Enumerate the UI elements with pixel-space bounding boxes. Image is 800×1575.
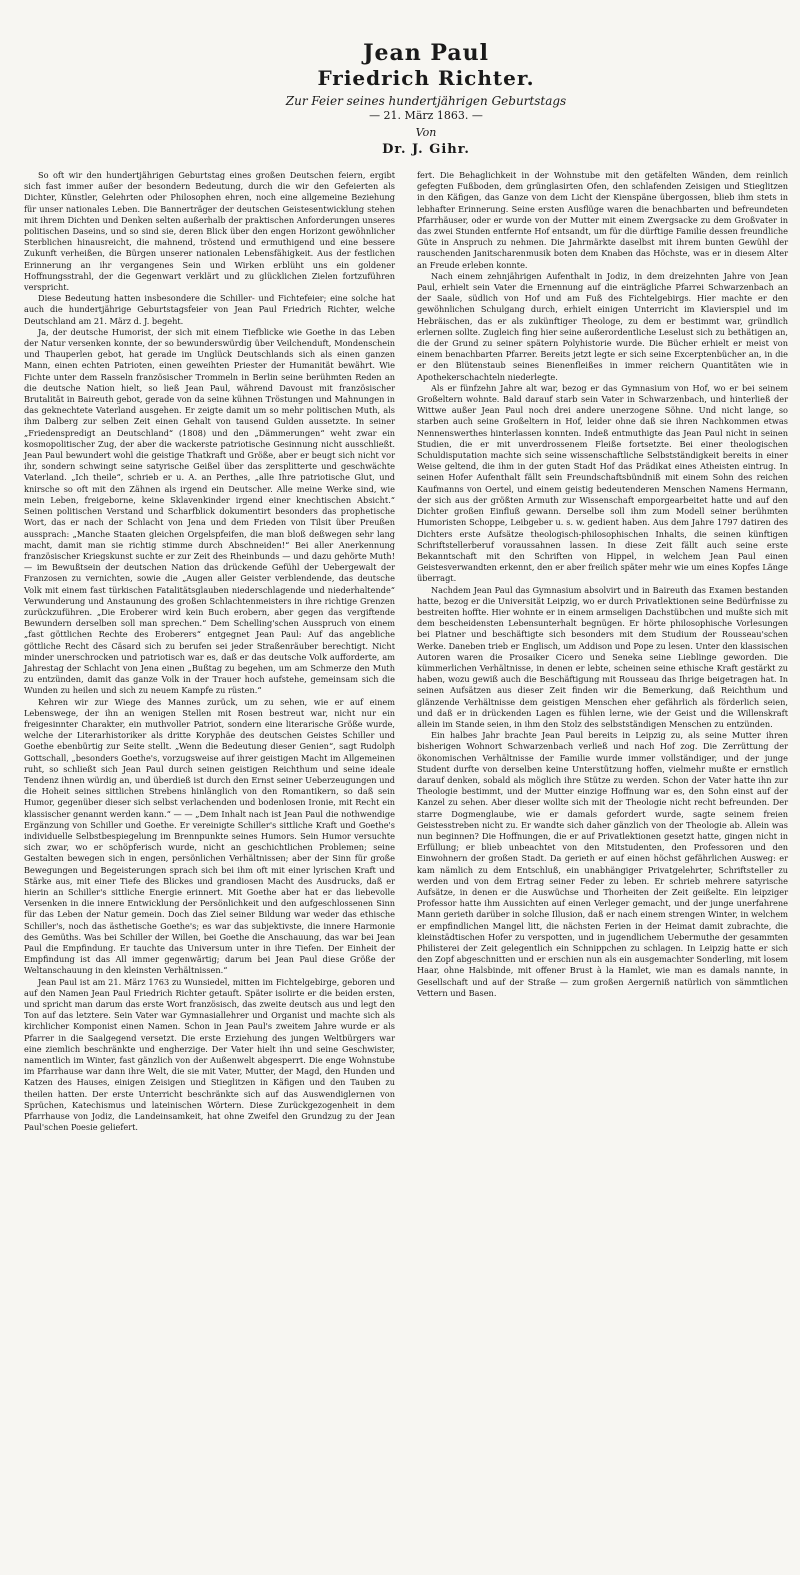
paragraph: Ein halbes Jahr brachte Jean Paul bereits in Leipzig zu, als seine Mutter ihren bisherigen Wohnort Schwarzenbach verließ und nach Hof zog. Die Zerrüttung der ökonomischen Verhältnisse der Familie wurde immer vollständiger, und der junge Student durfte von derselben keine Unterstützung hoffen, vielmehr mußte er ernstlich darauf denken, sobald als möglich ihre Stütze zu werden. Schon der Vater hatte ihn zur Theologie bestimmt, und der Mutter einzige Hoffnung war es, den Sohn einst auf der Kanzel zu sehen. Aber dieser wollte sich mit der Theologie nicht recht befreunden. Der starre Dogmenglaube, wie er damals gefordert wurde, sagte seinem freien Geistesstreben nicht zu. Er wandte sich daher gänzlich von der Theologie ab. Allein was nun beginnen? Die Hoffnungen, die er auf Privatlektionen gesetzt hatte, gingen nicht in Erfüllung; er blieb unbeachtet von den Mitstudenten, den Professoren und den Einwohnern der großen Stadt. Da gerieth er auf einen höchst gefährlichen Ausweg: er kam nämlich zu dem Entschluß, ein unabhängiger Privatgelehrter, Schriftsteller zu werden und von dem Ertrag seiner Feder zu leben. Er schrieb mehrere satyrische Aufsätze, in denen er die Auswüchse und Thorheiten der Zeit geißelte. Ein leipziger Professor hatte ihm Aussichten auf einen Verleger gemacht, und der junge unerfahrene Mann gerieth darüber in solche Illusion, daß er nach einem strengen Winter, in welchem er empfindlichen Mangel litt, die nächsten Ferien in der Heimat damit zubrachte, die kleinstädtischen Hofer zu verspotten, und in jugendlichem Uebermuthe der gesammten Philisterei der Zeit gelegentlich ein Schnippchen zu schlagen. In Leipzig hatte er sich den Zopf abgeschnitten und er erschien nun als ein ausgemachter Sonderling, mit losem Haar, ohne Halsbinde, mit offener Brust à la Hamlet, wie man es damals nannte, in Gesellschaft und auf der Straße — zum großen Aergerniß natürlich von sämmtlichen Vettern und Basen. xyxy=(417,730,788,998)
paragraph: Ja, der deutsche Humorist, der sich mit einem Tiefblicke wie Goethe in das Leben der Natur versenken konnte, der so bewunderswürdig über Veilchenduft, Mondenschein und Thauperlen gebot, hat gerade im Unglück Deutschlands sich als einen ganzen Mann, einen echten Patrioten, einen geweihten Priester der Humanität bewährt. Wie Fichte unter dem Rasseln französischer Trommeln in Berlin seine berühmten Reden an die deutsche Nation hielt, so ließ Jean Paul, während Davoust mit französischer Brutalität in Baireuth gebot, gerade von da seine kühnen Tröstungen und Mahnungen in das geknechtete Vaterland ausgehen. Er zeigte damit um so mehr politischen Muth, als ihm Dalberg zur selben Zeit einen Gehalt von tausend Gulden aussetzte. In seiner „Friedenspredigt an Deutschland“ (1808) und den „Dämmerungen“ weht zwar ein kosmopolitischer Zug, der aber die wackerste patriotische Gesinnung nicht ausschließt. Jean Paul bewundert wohl die geistige Thatkraft und Größe, aber er beugt sich nicht vor ihr, sondern schwingt seine satyrische Geißel über das zersplitterte und geschwächte Vaterland. „Ich theile“, schrieb er u. A. an Perthes, „alle Ihre patriotische Glut, und knirsche so oft mit den Zähnen als irgend ein Deutscher. Alle meine Werke sind, wie mein Leben, freigeborne, keine Sklavenkinder irgend einer knechtischen Absicht.“ Seinen politischen Verstand und Scharfblick dokumentirt besonders das prophetische Wort, das er nach der Schlacht von Jena und dem Frieden von Tilsit über Preußen aussprach: „Manche Staaten gleichen Orgelspfeifen, die man bloß deßwegen sehr lang macht, damit man sie richtig stimme durch Abschneiden!“ Bei aller Anerkennung französischer Kriegskunst suchte er zur Zeit des Rheinbunds — und dazu gehörte Muth! — im Bewußtsein der deutschen Nation das drückende Gefühl der Uebergewalt der Franzosen zu vernichten, sowie die „Augen aller Geister verblendende, das deutsche Volk mit einem fast türkischen Fatalitätsglauben niederschlagende und niederhaltende“ Verwunderung und Anstaunung des großen Schlachtenmeisters in ihre richtige Grenzen zurückzuführen. „Die Eroberer wird kein Buch erobern, aber gegen das vergiftende Bewundern derselben soll man sprechen.“ Dem Schelling'schen Ausspruch von einem „fast göttlichen Rechte des Eroberers“ entgegnet Jean Paul: Auf das angebliche göttliche Recht des Cäsard sich zu berufen sei jeder Straßenräuber berechtigt. Nicht minder unerschrocken und patriotisch war es, daß er das deutsche Volk aufforderte, am Jahrestag der Schlacht von Jena einen „Bußtag zu begehen, um am Schmerze den Muth zu entzünden, damit das ganze Volk in der Trauer hoch aufstehe, gemeinsam sich die Wunden zu heilen und sich zu neuem Kampfe zu rüsten.“ xyxy=(24,326,395,696)
article-header xyxy=(64,40,788,158)
paragraph: Nach einem zehnjährigen Aufenthalt in Jodiz, in dem dreizehnten Jahre von Jean Paul, erhielt sein Vater die Ernennung auf die einträgliche Pfarrei Schwarzenbach an der Saale, südlich von Hof und am Fuß des Fichtelgebirgs. Hier machte er den gewöhnlichen Schulgang durch, erhielt einigen Unterricht im Klavierspiel und im Hebräischen, das er als zukünftiger Theologe, zu dem er bestimmt war, gründlich erlernen sollte. Zugleich fing hier seine außerordentliche Leselust sich zu bethätigen an, die der Grund zu seiner spätern Polyhistorie wurde. Die Bücher erhielt er meist von einem benachbarten Pfarrer. Bereits jetzt legte er sich seine Excerptenbücher an, in die er den Blütenstaub seines Bienenfleißes in immer reichern Quantitäten wie in Apothekerschachteln niederlegte. xyxy=(417,270,788,382)
left-column xyxy=(24,170,395,1133)
paragraph: Diese Bedeutung hatten insbesondere die Schiller- und Fichtefeier; eine solche hat auch die hundertjährige Geburtstagsfeier von Jean Paul Friedrich Richter, welche Deutschland am 21. März d. J. begeht. xyxy=(24,293,395,326)
paragraph: fert. Die Behaglichkeit in der Wohnstube mit den getäfelten Wänden, dem reinlich gefegten Fußboden, dem grünglasirten Ofen, den schlafenden Zeisigen und Stieglitzen in den Käfigen, das Ganze von dem Licht der Kienspäne übergossen, blieb ihm stets in lebhafter Erinnerung. Seine ersten Ausflüge waren die benachbarten und befreundeten Pfarrhäuser, oder er wurde von der Mutter mit einem Zwergsacke zu dem Großvater in das zwei Stunden entfernte Hof entsandt, um für die dürftige Familie dessen freundliche Güte in Anspruch zu nehmen. Die Jahrmärkte daselbst mit ihrem bunten Gewühl der rauschenden Janitscharenmusik boten dem Knaben das Höchste, was er in diesem Alter an Freude erleben konnte. xyxy=(417,170,788,270)
right-column xyxy=(417,170,788,1133)
paragraph: Jean Paul ist am 21. März 1763 zu Wunsiedel, mitten im Fichtelgebirge, geboren und auf den Namen Jean Paul Friedrich Richter getauft. Später isolirte er die beiden ersten, und spricht man darum das erste Wort französisch, das zweite deutsch aus und legt den Ton auf das letztere. Sein Vater war Gymnasiallehrer und Organist und machte sich als kirchlicher Komponist einen Namen. Schon in Jean Paul's zweitem Jahre wurde er als Pfarrer in die Saalgegend versetzt. Die erste Erziehung des jungen Weltbürgers war eine ziemlich beschränkte und engherzige. Der Vater hielt ihn und seine Geschwister, namentlich im Winter, fast gänzlich von der Außenwelt abgesperrt. Die enge Wohnstube im Pfarrhause war dann ihre Welt, die sie mit Vater, Mutter, der Magd, den Hunden und Katzen des Hauses, einigen Zeisigen und Stieglitzen in Käfigen und den Tauben zu theilen hatten. Der erste Unterricht beschränkte sich auf das Auswendiglernen von Sprüchen, Katechismus und lateinischen Wörtern. Diese Zurückgezogenheit in dem Pfarrhause von Jodiz, die Landeinsamkeit, hat ohne Zweifel den Grundzug zu der Jean Paul'schen Poesie geliefert. xyxy=(24,976,395,1133)
article-date: — 21. März 1863. — xyxy=(369,109,483,122)
paragraph: So oft wir den hundertjährigen Geburtstag eines großen Deutschen feiern, ergibt sich fast immer außer der besondern Bedeutung, durch die wir den Gefeierten als Dichter, Künstler, Gelehrten oder Philosophen ehren, noch eine allgemeine Beziehung für unser nationales Leben. Die Bannerträger der deutschen Geistesentwicklung stehen mit ihrem Dichten und Denken selten außerhalb der praktischen Anforderungen unseres politischen Daseins, und so sind sie, deren Blick über den engen Horizont gewöhnlicher Sterblichen hinausreicht, die mahnend, tröstend und ermuthigend und eine bessere Zukunft verheißen, die Bürgen unserer nationalen Lebensfähigkeit. Aus der festlichen Erinnerung an ihr vergangenes Sein und Wirken erblüht uns ein goldener Hoffnungsstrahl, der die Gegenwart verklärt und zu glücklichen Zielen fortzuführen verspricht. xyxy=(24,170,395,293)
article-occasion: Zur Feier seines hundertjährigen Geburtstags xyxy=(285,94,567,108)
text-columns xyxy=(24,170,788,1133)
paragraph: Kehren wir zur Wiege des Mannes zurück, um zu sehen, wie er auf einem Lebenswege, der ihn an wenigen Stellen mit Rosen bestreut war, nicht nur ein freigesinnter Charakter, ein muthvoller Patriot, sondern eine literarische Größe wurde, welche der Literarhistoriker als dritte Koryphäe des deutschen Geistes Schiller und Goethe ebenbürtig zur Seite stellt. „Wenn die Bedeutung dieser Genien“, sagt Rudolph Gottschall, „besonders Goethe's, vorzugsweise auf ihrer geistigen Macht im Allgemeinen ruht, so schließt sich Jean Paul durch seinen geistigen Reichthum und seine ideale Tendenz ihnen würdig an, und überdieß ist durch den Ernst seiner Ueberzeugungen und die Hoheit seines sittlichen Strebens hinlänglich von den Romantikern, so daß sein Humor, gegenüber dieser sich selbst verlachenden und bodenlosen Ironie, mit Recht ein klassischer genannt werden kann.“ — — „Dem Inhalt nach ist Jean Paul die nothwendige Ergänzung von Schiller und Goethe. Er vereinigte Schiller's sittliche Kraft und Goethe's individuelle Selbstbespiegelung im Brennpunkte seines Humors. Sein Humor versuchte sich zwar, wo er schöpferisch wurde, nicht an geschichtlichen Problemen; seine Gestalten bewegen sich in engen, persönlichen Verhältnissen; aber der Sinn für große Bewegungen und Begeisterungen sprach sich bei ihm oft mit einer lyrischen Kraft und Stärke aus, mit einer Tiefe des Blickes und grandiosen Macht des Ausdrucks, daß er hierin an Schiller's sittliche Energie erinnert. Mit Goethe aber hat er das liebevolle Versenken in die innere Entwicklung der Persönlichkeit und den aufgeschlossenen Sinn für das Leben der Natur gemein. Doch das Ziel seiner Bildung war weder das ethische Schiller's, noch das ästhetische Goethe's; es war das subjektivste, die innere Harmonie des Gemüths. Was bei Schiller der Willen, bei Goethe die Anschauung, das war bei Jean Paul die Empfindung. Er tauchte das Universum unter in ihre Tiefen. Der Einheit der Empfindung ist das All immer gegenwärtig; darum bei Jean Paul diese Größe der Weltanschauung in den kleinsten Verhältnissen.“ xyxy=(24,696,395,976)
article-subtitle: Friedrich Richter. xyxy=(317,66,535,90)
article-author: Dr. J. Gihr. xyxy=(382,142,470,157)
byline-label: Von xyxy=(415,126,437,139)
paragraph: Nachdem Jean Paul das Gymnasium absolvirt und in Baireuth das Examen bestanden hatte, bezog er die Universität Leipzig, wo er durch Privatlektionen seine Bedürfnisse zu bestreiten hoffte. Hier wohnte er in einem armseligen Dachstübchen und mußte sich mit dem bescheidensten Lebensunterhalt begnügen. Er hörte philosophische Vorlesungen bei Platner und beschäftigte sich besonders mit dem Studium der Rousseau'schen Werke. Daneben trieb er Englisch, um Addison und Pope zu lesen. Unter den klassischen Autoren waren die Prosaiker Cicero und Seneka seine Lieblinge geworden. Die kümmerlichen Verhältnisse, in denen er lebte, scheinen seine ethische Kraft gestärkt zu haben, wozu gewiß auch die Beschäftigung mit Rousseau das Ihrige beigetragen hat. In seinen Aufsätzen aus dieser Zeit finden wir die Bemerkung, daß Reichthum und glänzende Verhältnisse dem geistigen Menschen eher gefährlich als förderlich seien, und daß er in drückenden Lagen es fühlen lerne, wie der Geist und die Willenskraft allein im Stande seien, in ihm den Stolz des selbstständigen Menschen zu entzünden. xyxy=(417,584,788,729)
paragraph: Als er fünfzehn Jahre alt war, bezog er das Gymnasium von Hof, wo er bei seinem Großeltern wohnte. Bald darauf starb sein Vater in Schwarzenbach, und hinterließ der Wittwe außer Jean Paul noch drei andere unerzogene Söhne. Und nicht lange, so starben auch seine Großeltern in Hof, leider ohne daß sie ihren Nachkommen etwas Nennenswerthes hinterlassen konnten. Indeß entmuthigte das Jean Paul nicht in seinen Studien, die er mit unverdrossenem Fleiße fortsetzte. Bei einer theologischen Schuldisputation machte sich seine wissenschaftliche Selbstständigkeit bereits in einer Weise geltend, die ihm in der guten Stadt Hof das Prädikat eines Atheisten eintrug. In seinen Hofer Aufenthalt fällt sein Freundschaftsbündniß mit einem Sohn des reichen Kaufmanns von Oertel, und einem geistig bedeutenderen Menschen Namens Hermann, der sich aus der größten Armuth zur Wissenschaft emporgearbeitet hatte und auf den Dichter großen Einfluß gewann. Derselbe soll ihm zum Modell seiner berühmten Humoristen Schoppe, Leibgeber u. s. w. gedient haben. Aus dem Jahre 1797 datiren des Dichters erste Aufsätze theologisch-philosophischen Inhalts, die seinen künftigen Schriftstellerberuf voraussahnen lassen. In diese Zeit fällt auch seine erste Bekanntschaft mit den Schriften von Hippel, in welchem Jean Paul einen Geistesverwandten erkennt, den er aber freilich später mehr wie um eines Kopfes Länge überragt. xyxy=(417,382,788,584)
article-title: Jean Paul xyxy=(363,40,489,66)
